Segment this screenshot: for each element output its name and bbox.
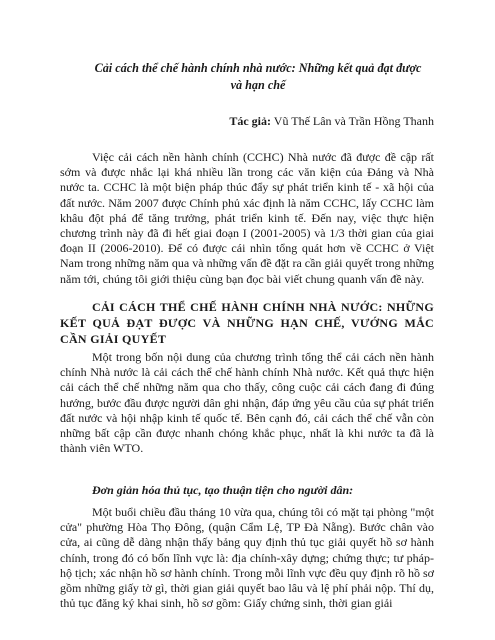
document-title: Cải cách thể chế hành chính nhà nước: Những kết quả đạt được và hạn chế bbox=[94, 61, 422, 92]
intro-paragraph: Việc cải cách nền hành chính (CCHC) Nhà nước đã được đề cập rất sớm và được nhắc lại khá nhiều lần trong các văn kiện của Đảng và Nhà nước ta. CCHC là một biện pháp thúc đẩy sự phát triển kinh tế - xã hội của đất nước. Năm 2007 được Chính phủ xác định là năm CCHC, lấy CCHC làm khâu đột phá để tăng trưởng, phát triển kinh tế. Đến nay, việc thực hiện chương trình này đã đi hết giai đoạn I (2001-2005) và 1/3 thời gian của giai đoạn II (2006-2010). Để có được cái nhìn tổng quát hơn về CCHC ở Việt Nam trong những năm qua và những vấn đề đặt ra cần giải quyết trong những năm tới, chúng tôi giới thiệu cùng bạn đọc bài viết chung quanh vấn đề này. bbox=[60, 150, 434, 286]
subsection-paragraph: Một buổi chiều đầu tháng 10 vừa qua, chúng tôi có mặt tại phòng "một cửa" phường Hòa Thọ Đông, (quận Cẩm Lệ, TP Đà Nẵng). Bước chân vào cửa, ai cũng dễ dàng nhận thấy bảng quy định thủ tục giải quyết hồ sơ hành chính, trong đó có bốn lĩnh vực là: địa chính-xây dựng; chứng thực; tư pháp-hộ tịch; xác nhận hồ sơ hành chính. Trong mỗi lĩnh vực đều quy định rõ hồ sơ gồm những giấy tờ gì, thời gian giải quyết bao lâu và lệ phí phải nộp. Thí dụ, thủ tục đăng ký khai sinh, hồ sơ gồm: Giấy chứng sinh, thời gian giải bbox=[60, 505, 434, 611]
author-label: Tác giả: bbox=[229, 114, 271, 128]
author-names: Vũ Thế Lân và Trần Hồng Thanh bbox=[271, 114, 434, 128]
subheading: Đơn giản hóa thủ tục, tạo thuận tiện cho người dân: bbox=[92, 483, 354, 497]
author-line bbox=[60, 114, 434, 129]
section-paragraph: Một trong bốn nội dung của chương trình tổng thể cải cách nền hành chính Nhà nước là cải cách thể chế hành chính Nhà nước. Kết quả thực hiện cải cách thể chế những năm qua cho thấy, công cuộc cải cách đang đi đúng hướng, bước đầu được người dân ghi nhận, đáp ứng yêu cầu của sự phát triển đất nước và hội nhập kinh tế quốc tế. Bên cạnh đó, cải cách thể chế vẫn còn những bất cập cần được nhanh chóng khắc phục, nhất là khi nước ta đã là thành viên WTO. bbox=[60, 350, 434, 456]
section-heading: CẢI CÁCH THỂ CHẾ HÀNH CHÍNH NHÀ NƯỚC: NHỮNG KẾT QUẢ ĐẠT ĐƯỢC VÀ NHỮNG HẠN CHẾ, VƯỚNG MẮC CẦN GIẢI QUYẾT bbox=[60, 300, 434, 346]
